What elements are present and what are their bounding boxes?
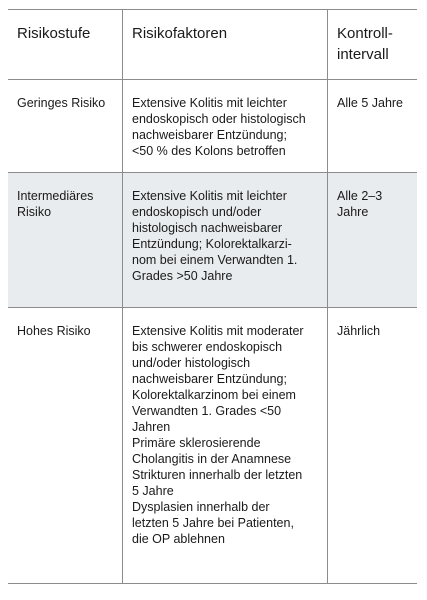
cell-kontrollintervall: Alle 5 Jahre [337, 96, 404, 110]
cell-risikostufe: Geringes Risiko [17, 96, 106, 110]
table-header-row [8, 9, 417, 80]
cell-kontrollintervall: Alle 2–3 Jahre [337, 189, 383, 219]
header-risikostufe: Risikostufe [17, 25, 91, 42]
cell-risikostufe: Intermediäres Risiko [17, 189, 94, 219]
table-row [8, 308, 417, 584]
risk-table [8, 9, 417, 584]
cell-risikofaktoren: Extensive Kolitis mit leichter endoskopisch oder histologisch nachweisbarer Entzündung; <50 % des Kolons betroffen [122, 80, 328, 172]
cell-risikofaktoren: Extensive Kolitis mit leichter endoskopisch und/oder histologisch nachweisbarer Entzündung; Kolorektalkarzi- nom bei einem Verwandten 1. Grades >50 Jahre [122, 173, 328, 307]
header-risikofaktoren: Risikofaktoren [122, 10, 328, 79]
cell-risikofaktoren: Extensive Kolitis mit moderater bis schwerer endoskopisch und/oder histologisch nachweisbarer Entzündung; Kolorektalkarzinom bei einem Verwandten 1. Grades <50 Jahren Primäre sklerosierende Cholangitis in der Anamnese Strikturen innerhalb der letzten 5 Jahre Dysplasien innerhalb der letzten 5 Jahre bei Patienten, die OP ablehnen [122, 308, 328, 583]
table-row [8, 80, 417, 173]
cell-kontrollintervall: Jährlich [337, 324, 381, 338]
cell-risikostufe: Hohes Risiko [17, 324, 91, 338]
header-kontrollintervall: Kontroll- intervall [337, 25, 393, 63]
table-row [8, 173, 417, 308]
